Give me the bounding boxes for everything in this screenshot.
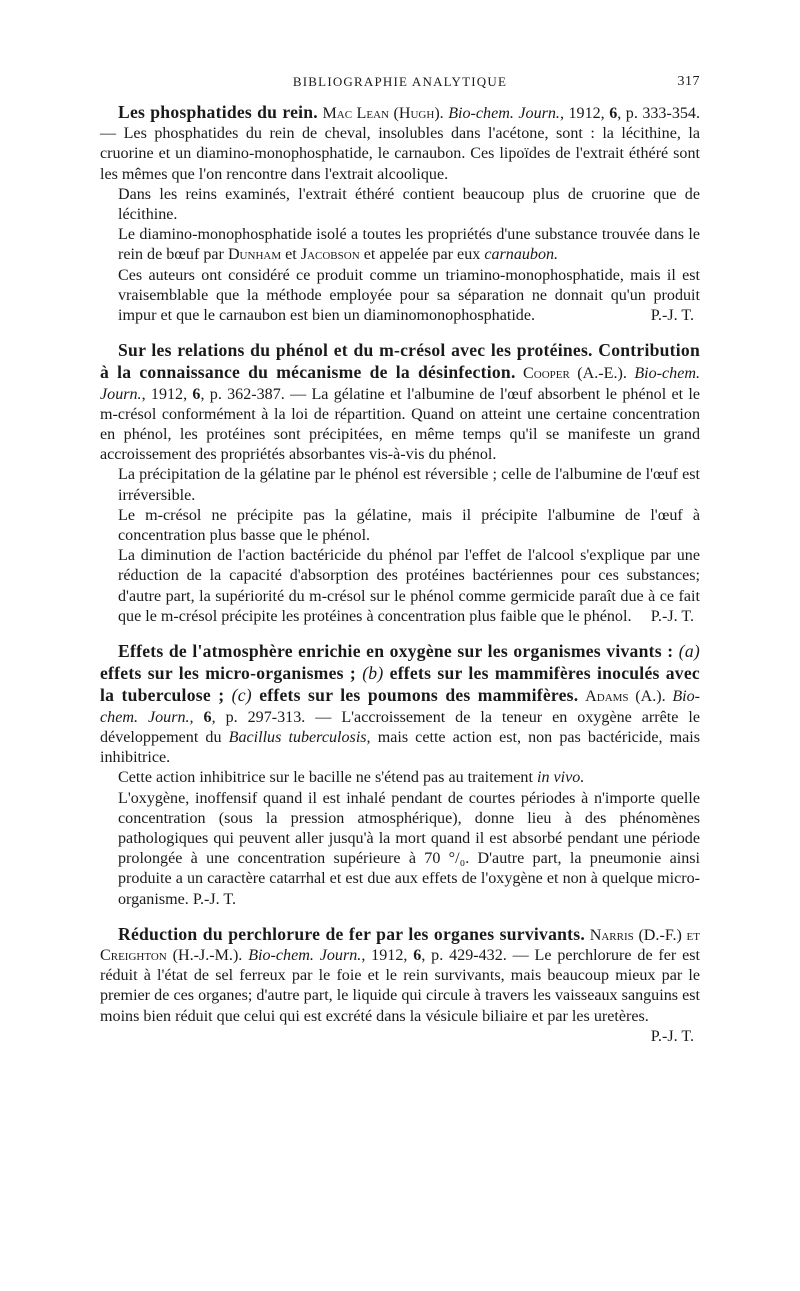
signature: P.-J. T.: [192, 890, 237, 908]
page: [100, 72, 700, 1061]
abstract-text: et appelée par eux: [363, 246, 481, 264]
abstract-paragraph: La précipitation de la gélatine par le phénol est réversible ; celle de l'albumine de l'œuf est irréversible.: [118, 466, 700, 504]
page-number: 317: [677, 74, 700, 89]
abstract-text: Cette action inhibitrice sur le bacille ne s'étend pas au traitement: [118, 769, 533, 787]
journal-volume: 6: [192, 385, 201, 403]
article-title: Réduction du perchlorure de fer par les organes survivants.: [118, 923, 586, 944]
journal-year: , 1912,: [141, 385, 188, 403]
article-title: Sur les relations du phénol et du m-crésol avec les protéines. Contribution à la connaissance du mécanisme de la désinfection.: [100, 340, 700, 383]
author-name: Narris: [589, 926, 634, 944]
journal-volume: 6: [203, 708, 212, 726]
journal-volume: 6: [413, 946, 422, 964]
article-oxygen-atmosphere: [100, 641, 700, 910]
journal-volume: 6: [609, 105, 618, 122]
abstract-paragraph: [100, 225, 700, 265]
title-part: effets sur les poumons des mammifères.: [259, 685, 579, 706]
abstract-text: , p. 297-313. — L'accroissement de la teneur en oxygène arrête le développement du: [100, 708, 700, 746]
title-enum: (c): [231, 685, 252, 706]
article-body: [100, 924, 700, 1027]
article-perchlorure: [100, 924, 700, 1047]
abstract-paragraph: [100, 768, 700, 788]
species-name: Bacillus tuberculosis,: [228, 728, 371, 746]
journal-name: Bio-chem. Journ.: [248, 946, 362, 964]
journal-name: Bio-chem. Journ.: [448, 105, 560, 122]
title-enum: (a): [678, 641, 700, 662]
abstract-text: mais cette action est, non pas bactéricide, mais inhibitrice.: [100, 728, 700, 767]
cited-author: Jacobson: [300, 246, 360, 264]
article-body: [100, 102, 700, 185]
title-enum: (b): [362, 663, 384, 684]
title-part: effets sur les micro-organismes ;: [100, 663, 357, 684]
running-title: BIBLIOGRAPHIE ANALYTIQUE: [292, 74, 508, 89]
title-part: Effets de l'atmosphère enrichie en oxygène sur les organismes vivants :: [118, 641, 674, 662]
author-initials: (A.-E.).: [577, 365, 627, 383]
article-phenol-cresol: [100, 340, 700, 627]
cited-author: Dunham: [227, 246, 282, 264]
author-name: Creighton: [100, 946, 167, 964]
abstract-text: La diminution de l'action bactéricide du phénol par l'effet de l'alcool s'explique par une réduction de la capacité d'absorption des protéines bactériennes pour ces substances; d'autre part, la supériorité du m-crésol sur le phénol comme germicide paraît due à ce fait que le m-crésol précipite les protéines à concentration plus faible que le phénol.: [118, 547, 700, 625]
abstract-paragraph: Dans les reins examinés, l'extrait éthéré contient beaucoup plus de cruorine que de lécithine.: [118, 185, 700, 224]
signature: P.-J. T.: [650, 307, 694, 325]
author-initials: (Hugh).: [393, 105, 444, 122]
author-name: Adams: [585, 688, 629, 706]
author-name: Mac Lean: [322, 105, 389, 122]
author-initials: (A.).: [635, 688, 666, 706]
author-name: Cooper: [523, 365, 570, 383]
signature: P.-J. T.: [650, 1027, 694, 1045]
journal-year: , 1912,: [361, 946, 408, 964]
journal-name: Bio-chem. Journ.,: [100, 688, 701, 726]
author-initials: (D.-F.) et: [638, 926, 700, 944]
abstract-text: , p. 429-432. — Le perchlorure de fer est réduit à l'état de sel ferreux par le foie et le rein survivants, mais beaucoup mieux par le premier de ces organes; d'autre part, le liquide qui circule à travers les vaisseaux sanguins est moins bien réduit que celui qui est excrété dans la vésicule biliaire et par les uretères.: [100, 946, 701, 1025]
abstract-text: et: [285, 246, 297, 264]
author-initials: (H.-J.-M.).: [172, 946, 243, 964]
signature: P.-J. T.: [650, 607, 694, 625]
abstract-text: , p. 333-354. — Les phosphatides du rein de cheval, insolubles dans l'acétone, sont : la lécithine, la cruorine et un diamino-monophosphatide, le carnaubon. Ces lipoïdes de l'extrait éthéré sont les mêmes que l'on rencontre dans l'extrait alcoolique.: [100, 105, 700, 183]
running-head: [100, 72, 700, 96]
abstract-text: L'oxygène, inoffensif quand il est inhalé pendant de courtes périodes à n'importe quelle concentration (sous la pression atmosphérique), donne lieu à des phénomènes pathologiques qui peuvent aller jusqu'à la mort quand il est absorbé pendant une période prolongée à une concentration supérieure à 70 °/₀. D'autre part, la pneumonie ainsi produite a un caractère catarrhal et est due aux effets de l'oxygène et non à quelque micro-organisme.: [118, 789, 700, 908]
abstract-paragraph: [100, 789, 700, 910]
title-part: effets sur les mammifères inoculés avec la tuberculose ;: [100, 663, 700, 706]
abstract-text: Le diamino-monophosphatide isolé a toutes les propriétés d'une substance trouvée dans le rein de bœuf par: [118, 226, 700, 264]
abstract-text: Ces auteurs ont considéré ce produit comme un triamino-monophosphatide, mais il est vraisemblable que la méthode employée pour sa séparation ne donnait qu'un produit impur et que le carnaubon est bien un diaminomonophosphatide.: [118, 266, 700, 325]
compound-name: carnaubon.: [484, 246, 559, 264]
latin-term: in vivo.: [536, 769, 585, 787]
abstract-paragraph: [100, 546, 700, 627]
journal-year: , 1912,: [559, 105, 605, 122]
article-body: [100, 641, 700, 768]
abstract-text: , p. 362-387. — La gélatine et l'albumine de l'œuf absorbent le phénol et le m-crésol conformément à la loi de répartition. Quand on atteint une certaine concentration en phénol, les protéines sont précipitées, en même temps qu'il se manifeste un grand accroissement des propriétés absorbantes vis-à-vis du phénol.: [100, 385, 700, 464]
journal-name: Bio-chem. Journ.: [100, 365, 700, 403]
abstract-paragraph: [100, 266, 700, 327]
article-phosphatides: [100, 102, 700, 326]
article-body: [100, 340, 700, 465]
abstract-paragraph: Le m-crésol ne précipite pas la gélatine, mais il précipite l'albumine de l'œuf à concentration plus basse que le phénol.: [118, 506, 700, 545]
article-title: Les phosphatides du rein.: [118, 102, 318, 122]
